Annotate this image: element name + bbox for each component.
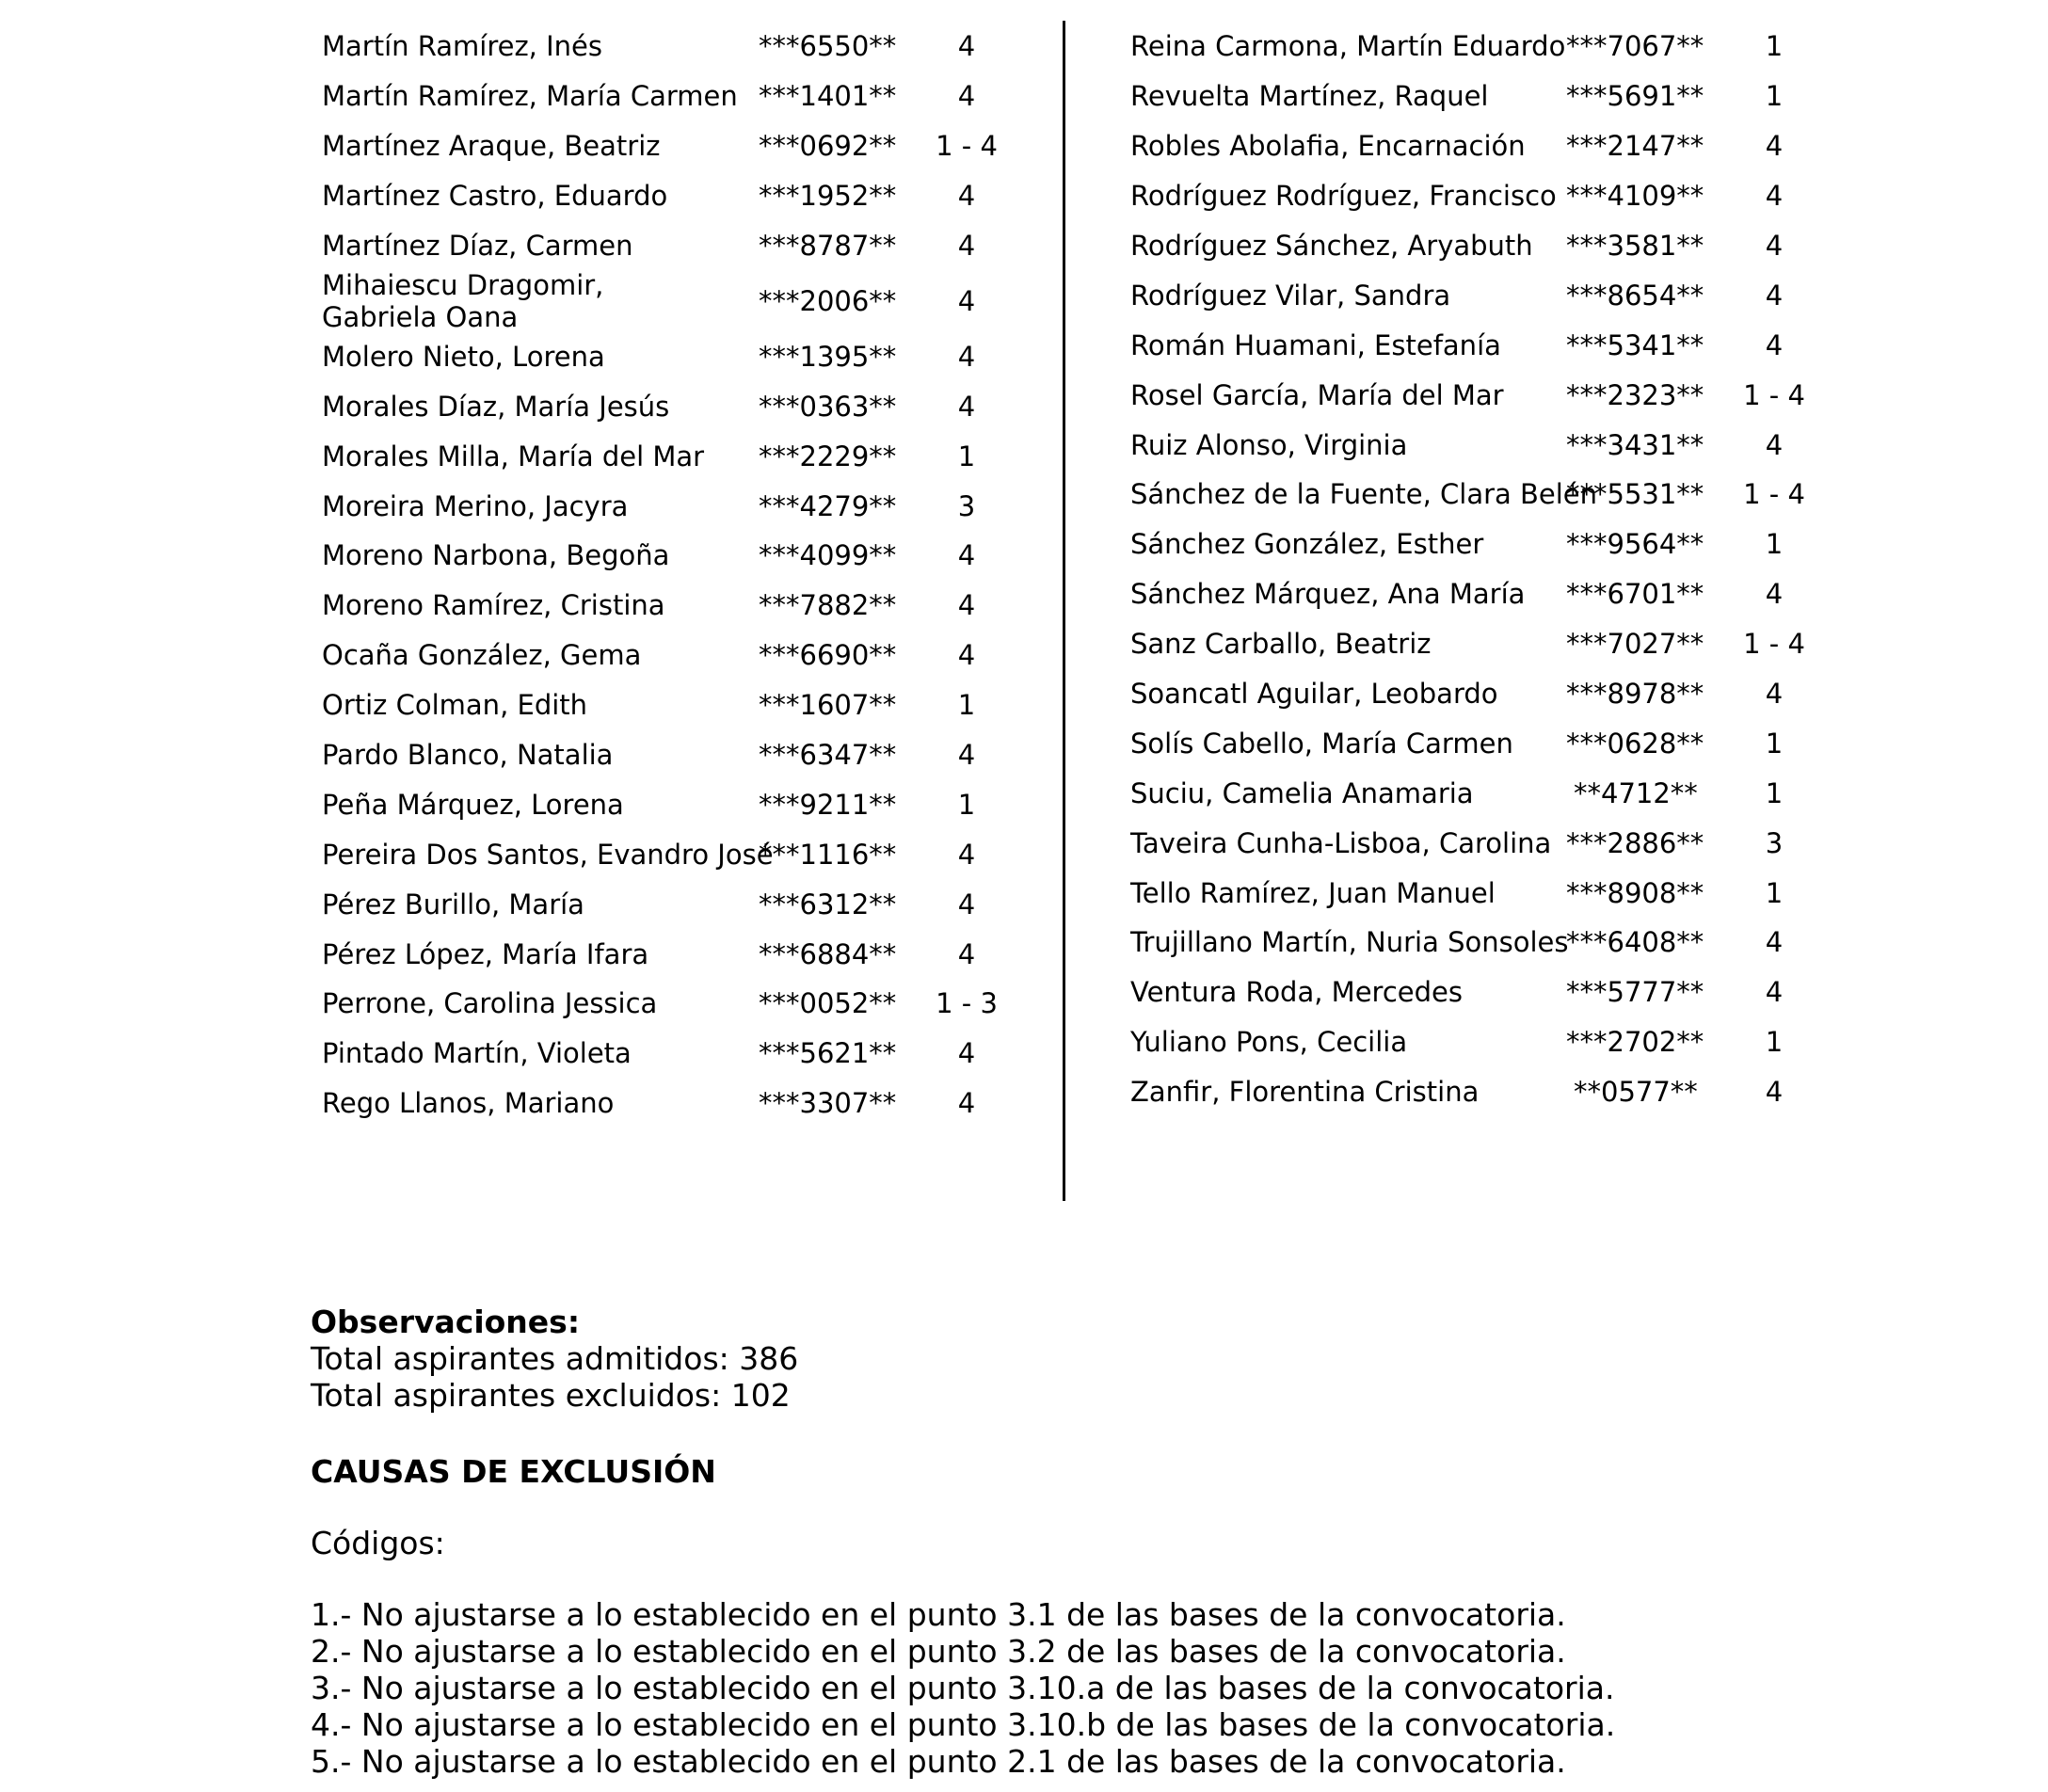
applicant-id: ***3581** [1566,230,1704,262]
applicant-name: Soancatl Aguilar, Leobardo [1130,678,1498,711]
applicant-name: Pérez López, María Ifara [322,937,649,970]
applicant-id: ***2229** [759,440,897,472]
list-row: Sánchez González, Esther ***9564** 1 [1130,528,1784,561]
applicant-id: ***7882** [759,589,897,622]
applicant-id: ***3431** [1566,428,1704,461]
exclusion-code-5: 5.- No ajustarse a lo establecido en el punto 2.1 de las bases de la convocatoria. [311,1743,1566,1780]
applicant-id: ***4109** [1566,180,1704,213]
list-row: Soancatl Aguilar, Leobardo ***8978** 4 [1130,678,1784,711]
applicant-name: Trujillano Martín, Nuria Sonsoles [1130,926,1569,959]
applicant-id: ***6408** [1566,926,1704,959]
applicant-id: ***8978** [1566,678,1704,711]
applicant-id: ***6690** [759,639,897,672]
list-row: Martínez Castro, Eduardo ***1952** 4 [322,180,976,213]
applicant-name: Ventura Roda, Mercedes [1130,976,1463,1009]
list-row: Ortiz Colman, Edith ***1607** 1 [322,689,976,722]
applicant-name: Rodríguez Sánchez, Aryabuth [1130,230,1533,262]
list-row: Rosel García, María del Mar ***2323** 1 - 4 [1130,378,1805,411]
exclusion-code-4: 4.- No ajustarse a lo establecido en el punto 3.10.b de las bases de la convocatoria. [311,1706,1616,1743]
list-row: Sanz Carballo, Beatriz ***7027** 1 - 4 [1130,628,1805,661]
list-row: Peña Márquez, Lorena ***9211** 1 [322,788,976,821]
applicant-name: Moreira Merino, Jacyra [322,489,629,522]
list-row: Martínez Araque, Beatriz ***0692** 1 - 4 [322,130,998,163]
applicant-name: Rodríguez Vilar, Sandra [1130,279,1451,312]
excluded-total: Total aspirantes excluidos: 102 [311,1377,791,1414]
list-row: Moreno Narbona, Begoña ***4099** 4 [322,539,976,572]
applicant-id: ***1116** [759,838,897,871]
applicant-id: **0577** [1574,1076,1698,1109]
list-row: Pereira Dos Santos, Evandro José ***1116** 4 [322,838,976,871]
applicant-id: ***8787** [759,230,897,262]
list-row: Martínez Díaz, Carmen ***8787** 4 [322,230,976,262]
applicant-id: ***4099** [759,539,897,572]
excluded-list-right [1066,22,2048,1117]
list-row: Taveira Cunha-Lisboa, Carolina ***2886** 3 [1130,826,1784,859]
list-row: Yuliano Pons, Cecilia ***2702** 1 [1130,1026,1784,1059]
applicant-name: Reina Carmona, Martín Eduardo [1130,30,1566,63]
applicant-id: ***8908** [1566,876,1704,909]
applicant-name: Sánchez de la Fuente, Clara Belén [1130,478,1598,511]
applicant-name: Solís Cabello, María Carmen [1130,727,1513,760]
list-row: Pérez López, María Ifara ***6884** 4 [322,937,976,970]
applicant-id: ***1395** [759,340,897,373]
applicant-name: Tello Ramírez, Juan Manuel [1130,876,1496,909]
list-row: Morales Díaz, María Jesús ***0363** 4 [322,390,976,423]
applicant-name: Molero Nieto, Lorena [322,340,605,373]
applicant-id: ***5777** [1566,976,1704,1009]
applicant-id: ***0363** [759,390,897,423]
list-row: Ocaña González, Gema ***6690** 4 [322,639,976,672]
list-row: Pintado Martín, Violeta ***5621** 4 [322,1037,976,1070]
applicant-id: ***0052** [759,987,897,1020]
applicant-name: Martínez Díaz, Carmen [322,230,633,262]
list-row: Robles Abolafia, Encarnación ***2147** 4 [1130,130,1784,163]
observations-heading: Observaciones: [311,1304,581,1340]
applicant-id: ***1952** [759,180,897,213]
list-row: Reina Carmona, Martín Eduardo ***7067** 1 [1130,30,1784,63]
list-row: Martín Ramírez, María Carmen ***1401** 4 [322,80,976,113]
list-row: Zanfir, Florentina Cristina **0577** 4 [1130,1076,1784,1109]
applicant-name: Morales Díaz, María Jesús [322,390,670,423]
list-row: Rodríguez Rodríguez, Francisco ***4109** 4 [1130,180,1784,213]
list-row: Moreira Merino, Jacyra ***4279** 3 [322,489,976,522]
list-row: Solís Cabello, María Carmen ***0628** 1 [1130,727,1784,760]
applicant-name: Martín Ramírez, Inés [322,30,603,63]
list-row: Martín Ramírez, Inés ***6550** 4 [322,30,976,63]
list-row: Suciu, Camelia Anamaria **4712** 1 [1130,776,1784,809]
applicant-name: Ortiz Colman, Edith [322,689,588,722]
list-row: Morales Milla, María del Mar ***2229** 1 [322,440,976,472]
applicant-name: Rosel García, María del Mar [1130,378,1504,411]
applicant-name: Pereira Dos Santos, Evandro José [322,838,774,871]
applicant-name: Mihaiescu Dragomir, Gabriela Oana [322,268,604,333]
list-row: Ventura Roda, Mercedes ***5777** 4 [1130,976,1784,1009]
list-row: Sánchez de la Fuente, Clara Belén ***5531** 1 - 4 [1130,478,1805,511]
list-row: Rodríguez Vilar, Sandra ***8654** 4 [1130,279,1784,312]
applicant-name: Pardo Blanco, Natalia [322,739,614,772]
list-row: Molero Nieto, Lorena ***1395** 4 [322,340,976,373]
applicant-id: ***7027** [1566,628,1704,661]
applicant-name: Revuelta Martínez, Raquel [1130,80,1489,113]
applicant-id: ***3307** [759,1087,897,1120]
applicant-name: Peña Márquez, Lorena [322,788,624,821]
list-row: Revuelta Martínez, Raquel ***5691** 1 [1130,80,1784,113]
applicant-id: ***6312** [759,888,897,920]
document-footer [311,1304,2005,1780]
applicant-name: Pérez Burillo, María [322,888,584,920]
exclusion-code-1: 1.- No ajustarse a lo establecido en el punto 3.1 de las bases de la convocatoria. [311,1596,1566,1633]
applicant-id: ***7067** [1566,30,1704,63]
list-row: Román Huamani, Estefanía ***5341** 4 [1130,328,1784,361]
admitted-total: Total aspirantes admitidos: 386 [311,1340,799,1377]
applicant-id: ***6347** [759,739,897,772]
list-row: Ruiz Alonso, Virginia ***3431** 4 [1130,428,1784,461]
list-row: Pérez Burillo, María ***6312** 4 [322,888,976,920]
applicant-name: Zanfir, Florentina Cristina [1130,1076,1480,1109]
applicant-id: ***8654** [1566,279,1704,312]
applicant-name: Rego Llanos, Mariano [322,1087,615,1120]
exclusion-heading: CAUSAS DE EXCLUSIÓN [311,1453,716,1490]
applicant-id: ***5621** [759,1037,897,1070]
applicant-name: Sanz Carballo, Beatriz [1130,628,1432,661]
applicant-id: ***9211** [759,788,897,821]
applicant-id: ***1401** [759,80,897,113]
applicant-name: Pintado Martín, Violeta [322,1037,632,1070]
applicant-id: ***2147** [1566,130,1704,163]
list-row: Pardo Blanco, Natalia ***6347** 4 [322,739,976,772]
applicant-id: ***0628** [1566,727,1704,760]
applicant-id: ***5531** [1566,478,1704,511]
applicant-id: ***2886** [1566,826,1704,859]
applicant-name: Morales Milla, María del Mar [322,440,705,472]
applicant-name: Martínez Castro, Eduardo [322,180,668,213]
applicant-name: Moreno Ramírez, Cristina [322,589,665,622]
applicant-name: Rodríguez Rodríguez, Francisco [1130,180,1557,213]
list-row: Sánchez Márquez, Ana María ***6701** 4 [1130,578,1784,611]
applicant-name: Sánchez Márquez, Ana María [1130,578,1526,611]
applicant-name: Martín Ramírez, María Carmen [322,80,738,113]
applicant-id: ***9564** [1566,528,1704,561]
applicant-id: ***4279** [759,489,897,522]
applicant-name: Román Huamani, Estefanía [1130,328,1501,361]
applicant-name: Perrone, Carolina Jessica [322,987,658,1020]
applicant-id: ***2323** [1566,378,1704,411]
applicant-id: ***2006** [759,284,897,317]
list-row: Perrone, Carolina Jessica ***0052** 1 - 3 [322,987,998,1020]
applicant-id: **4712** [1574,776,1698,809]
applicant-id: ***6884** [759,937,897,970]
applicant-id: ***5691** [1566,80,1704,113]
list-row: Rego Llanos, Mariano ***3307** 4 [322,1087,976,1120]
applicant-id: ***6701** [1566,578,1704,611]
list-row: Rodríguez Sánchez, Aryabuth ***3581** 4 [1130,230,1784,262]
list-row: Moreno Ramírez, Cristina ***7882** 4 [322,589,976,622]
list-row: Mihaiescu Dragomir, Gabriela Oana ***2006** 4 [322,268,976,333]
applicant-id: ***5341** [1566,328,1704,361]
applicant-name: Sánchez González, Esther [1130,528,1484,561]
applicant-id: ***6550** [759,30,897,63]
applicant-name: Ocaña González, Gema [322,639,642,672]
exclusion-code-2: 2.- No ajustarse a lo establecido en el punto 3.2 de las bases de la convocatoria. [311,1633,1566,1670]
column-divider [1063,21,1065,1201]
applicant-name: Suciu, Camelia Anamaria [1130,776,1474,809]
applicant-name: Martínez Araque, Beatriz [322,130,661,163]
codes-label: Códigos: [311,1525,445,1561]
applicant-name: Yuliano Pons, Cecilia [1130,1026,1408,1059]
applicant-name: Taveira Cunha-Lisboa, Carolina [1130,826,1552,859]
applicant-name: Moreno Narbona, Begoña [322,539,670,572]
applicant-name: Robles Abolafia, Encarnación [1130,130,1526,163]
applicant-id: ***2702** [1566,1026,1704,1059]
applicant-id: ***0692** [759,130,897,163]
excluded-list-left [0,22,1064,1128]
exclusion-code-3: 3.- No ajustarse a lo establecido en el punto 3.10.a de las bases de la convocatoria. [311,1670,1615,1706]
list-row: Trujillano Martín, Nuria Sonsoles ***6408** 4 [1130,926,1784,959]
applicant-name: Ruiz Alonso, Virginia [1130,428,1408,461]
applicant-id: ***1607** [759,689,897,722]
list-row: Tello Ramírez, Juan Manuel ***8908** 1 [1130,876,1784,909]
